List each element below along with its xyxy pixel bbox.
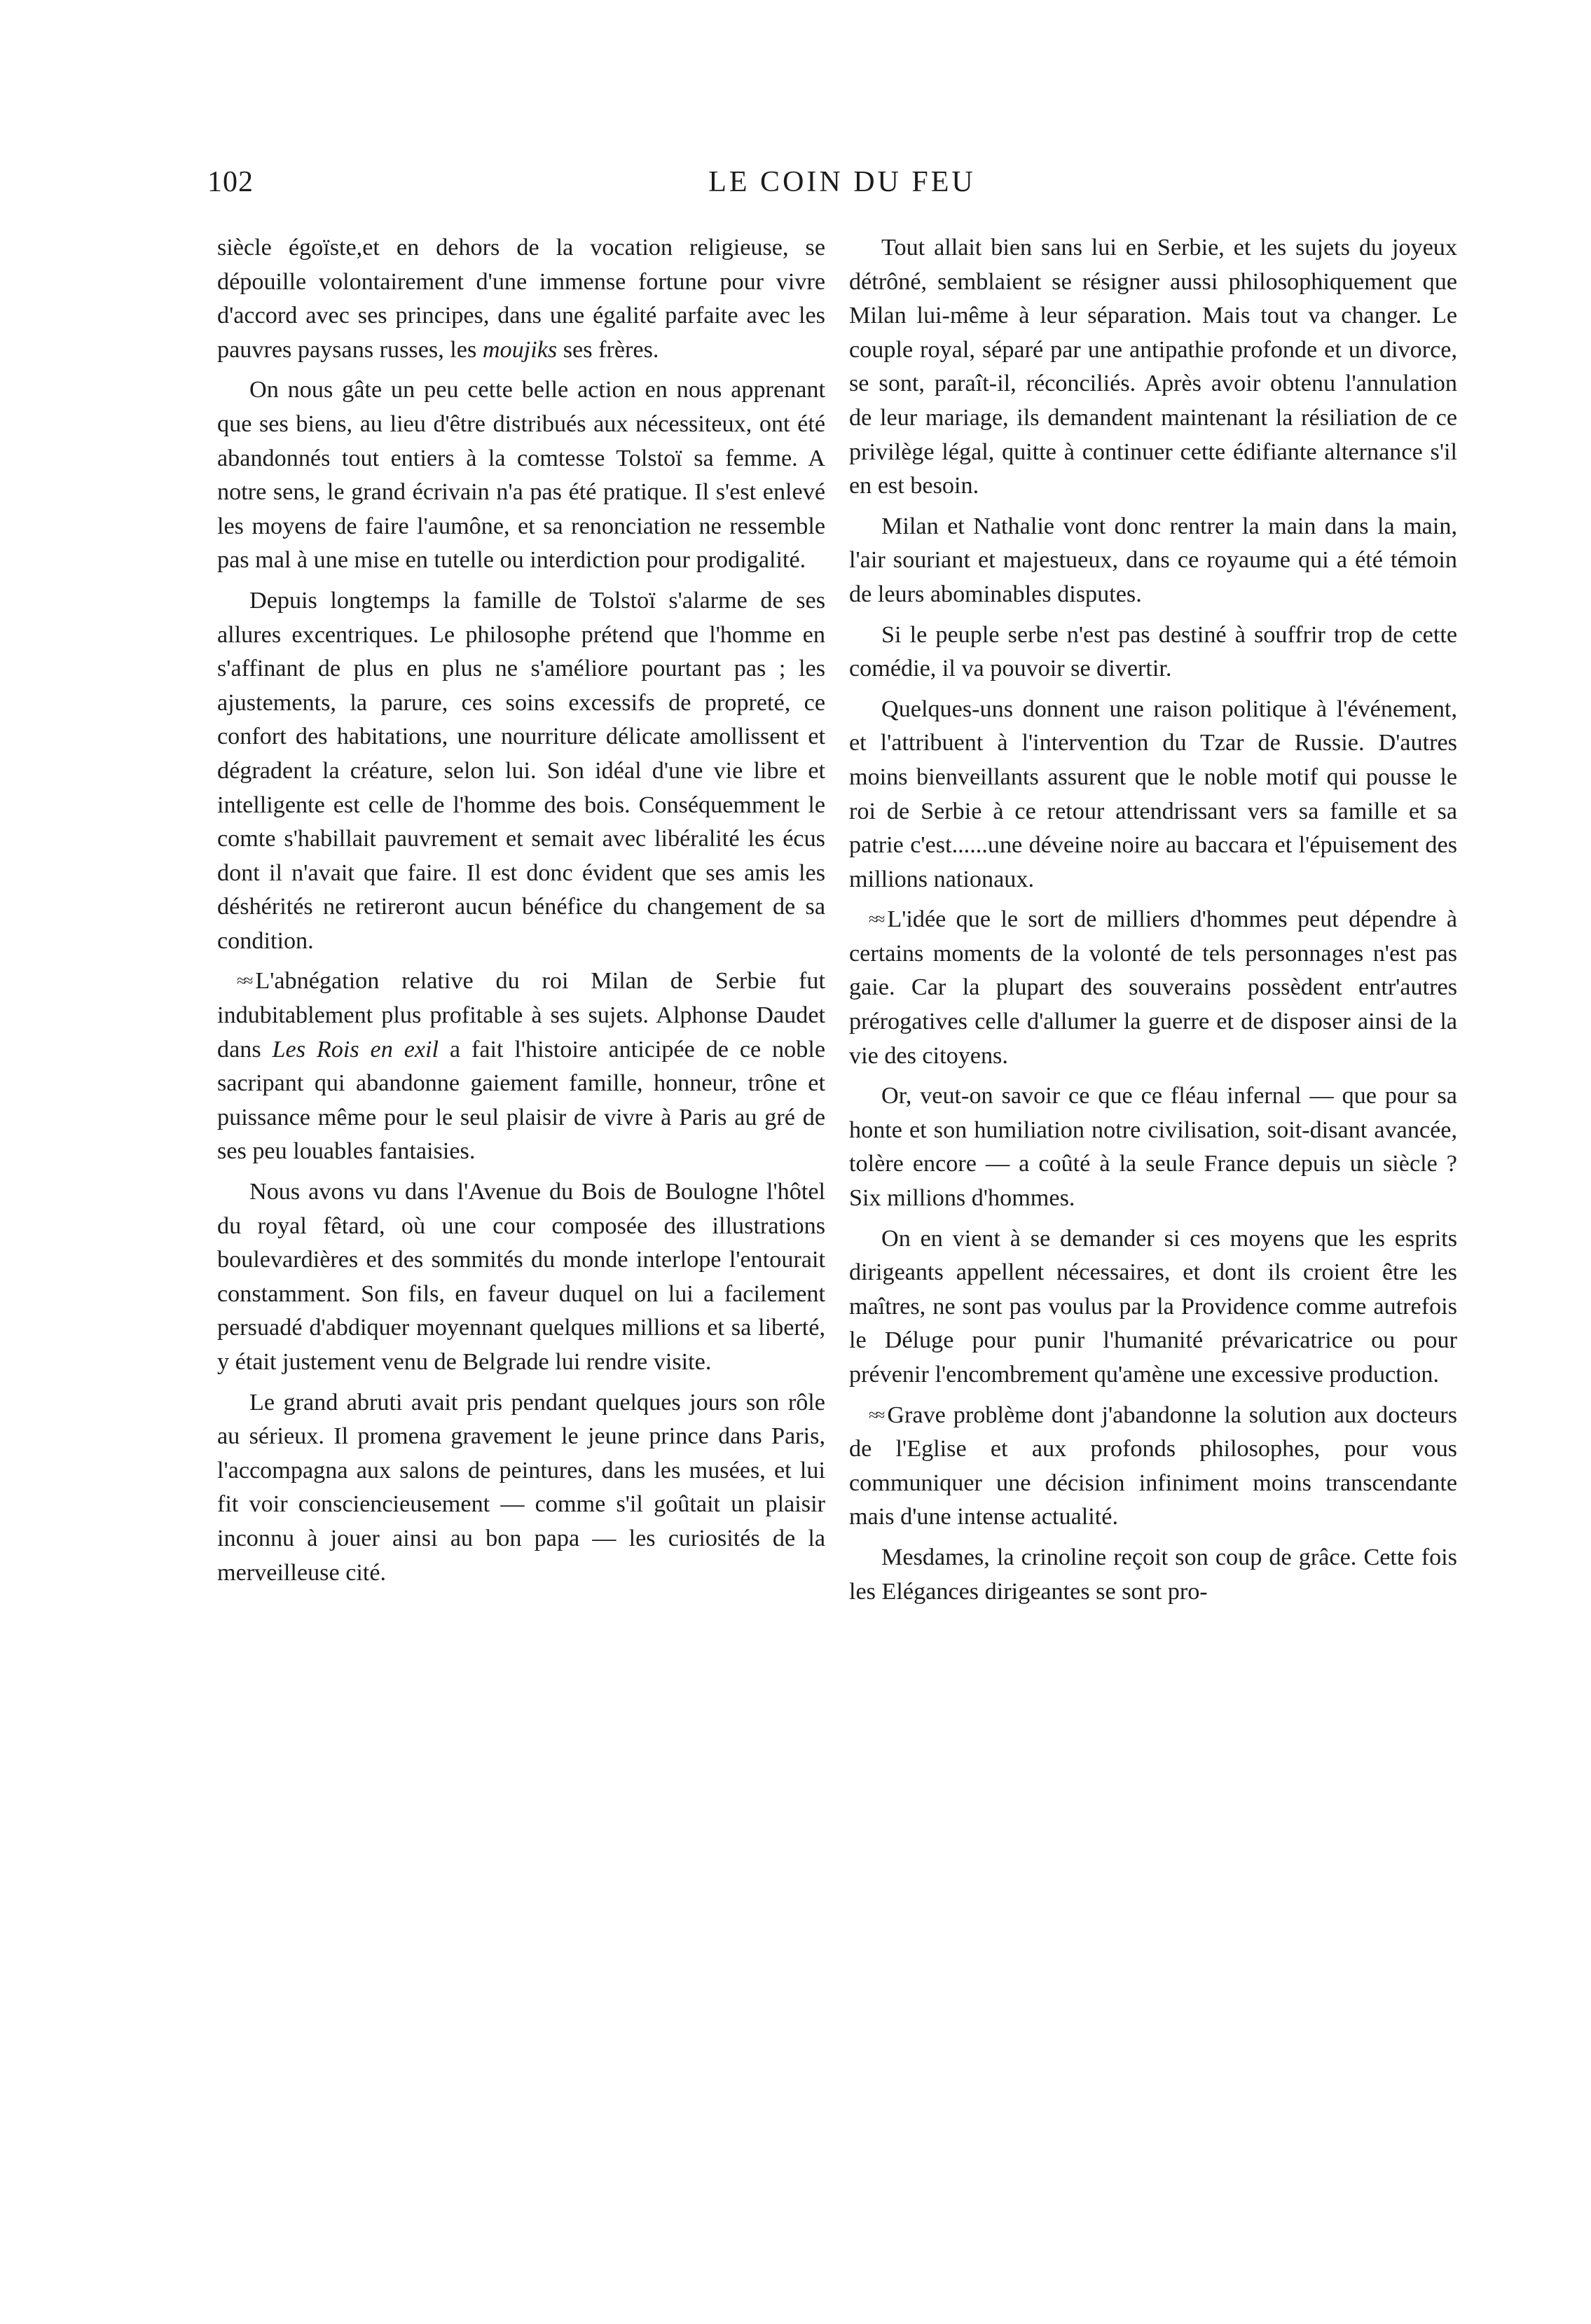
paragraph: Nous avons vu dans l'Avenue du Bois de Boulogne l'hôtel du royal fêtard, où une cour composée des illustrations boulevardières et des sommités du monde interlope l'entourait constamment. Son fils, en faveur duquel on lui a facilement persuadé d'abdiquer moyennant quelques millions et sa liberté, y était justement venu de Belgrade lui rendre visite. [217,1179,825,1375]
paragraph: Si le peuple serbe n'est pas destiné à souffrir trop de cette comédie, il va pouvoir se divertir. [849,621,1457,682]
paragraph: On en vient à se demander si ces moyens que les esprits dirigeants appellent nécessaires, et dont ils croient être les maîtres, ne sont pas voulus par la Providence comme autrefois le Déluge pour punir l'humanité prévaricatrice ou pour prévenir l'encombrement qu'amène une excessive production. [849,1225,1457,1388]
italic-term: moujiks [482,336,558,363]
paragraph: Quelques-uns donnent une raison politique à l'événement, et l'attribuent à l'intervention du Tzar de Russie. D'autres moins bienveillants assurent que le noble motif qui pousse le roi de Serbie à ce retour attendrissant vers sa famille et sa patrie c'est......une déveine noire au baccara et l'épuisement des millions nationaux. [849,696,1457,892]
page-number: 102 [207,166,254,198]
paragraph: siècle égoïste,et en dehors de la vocation religieuse, se dépouille volontairement d'une immense fortune pour vivre d'accord avec ses principes, dans une égalité parfaite avec les pauvres paysans russes, les moujiks ses frères. [217,235,825,363]
running-title: LE COIN DU FEU [708,166,976,198]
paragraph: Mesdames, la crinoline reçoit son coup de grâce. Cette fois les Elégances dirigeantes se sont pro- [849,1544,1457,1605]
italic-title: Les Rois en exil [272,1036,439,1063]
section-separator: ≈≈ [237,972,252,991]
section-separator: ≈≈ [869,911,883,929]
right-column [849,231,1457,1615]
section-separator: ≈≈ [869,1406,883,1425]
paragraph: ≈≈ L'abnégation relative du roi Milan de Serbie fut indubitablement plus profitable à ses sujets. Alphonse Daudet dans Les Rois en exil a fait l'histoire anticipée de ce noble sacripant qui abandonne gaiement famille, honneur, trône et puissance même pour le seul plaisir de vivre à Paris au gré de ses peu louables fantaisies. [217,964,825,1169]
paragraph: ≈≈ Grave problème dont j'abandonne la solution aux docteurs de l'Eglise et aux profonds philosophes, pour vous communiquer une décision infiniment moins transcendante mais d'une intense actualité. [849,1399,1457,1535]
paragraph: Tout allait bien sans lui en Serbie, et les sujets du joyeux détrôné, semblaient se résigner aussi philosophiquement que Milan lui-même à leur séparation. Mais tout va changer. Le couple royal, séparé par une antipathie profonde et un divorce, se sont, paraît-il, réconciliés. Après avoir obtenu l'annulation de leur mariage, ils demandent maintenant la résiliation de ce privilège légal, quitte à continuer cette édifiante alternance s'il en est besoin. [849,235,1457,499]
paragraph: Milan et Nathalie vont donc rentrer la main dans la main, l'air souriant et majestueux, dans ce royaume qui a été témoin de leurs abominables disputes. [849,513,1457,607]
paragraph: Or, veut-on savoir ce que ce fléau infernal — que pour sa honte et son humiliation notre civilisation, soit-disant avancée, tolère encore — a coûté à la seule France depuis un siècle ? Six millions d'hommes. [849,1083,1457,1212]
paragraph: On nous gâte un peu cette belle action en nous apprenant que ses biens, au lieu d'être distribués aux nécessiteux, ont été abandonnés tout entiers à la comtesse Tolstoï sa femme. A notre sens, le grand écrivain n'a pas été pratique. Il s'est enlevé les moyens de faire l'aumône, et sa renonciation ne ressemble pas mal à une mise en tutelle ou interdiction pour prodigalité. [217,377,825,574]
page-header [207,165,1477,214]
paragraph: Le grand abruti avait pris pendant quelques jours son rôle au sérieux. Il promena gravement le jeune prince dans Paris, l'accompagna aux salons de peintures, dans les musées, et lui fit voir consciencieusement — comme s'il goûtait un plaisir inconnu à jouer ainsi au bon papa — les curiosités de la merveilleuse cité. [217,1389,825,1586]
paragraph: Depuis longtemps la famille de Tolstoï s'alarme de ses allures excentriques. Le philosophe prétend que l'homme en s'affinant de plus en plus ne s'améliore pourtant pas ; les ajustements, la parure, ces soins excessifs de propreté, ce confort des habitations, une nourriture délicate amollissent et dégradent la créature, selon lui. Son idéal d'une vie libre et intelligente est celle de l'homme des bois. Conséquemment le comte s'habillait pauvrement et semait avec libéralité les écus dont il n'avait que faire. Il est donc évident que ses amis les déshérités ne retireront aucun bénéfice du changement de sa condition. [217,587,825,954]
left-column [217,231,825,1596]
paragraph: ≈≈ L'idée que le sort de milliers d'hommes peut dépendre à certains moments de la volonté de tels personnages n'est pas gaie. Car la plupart des souverains possèdent entr'autres prérogatives celle d'allumer la guerre et de disposer ainsi de la vie des citoyens. [849,903,1457,1073]
